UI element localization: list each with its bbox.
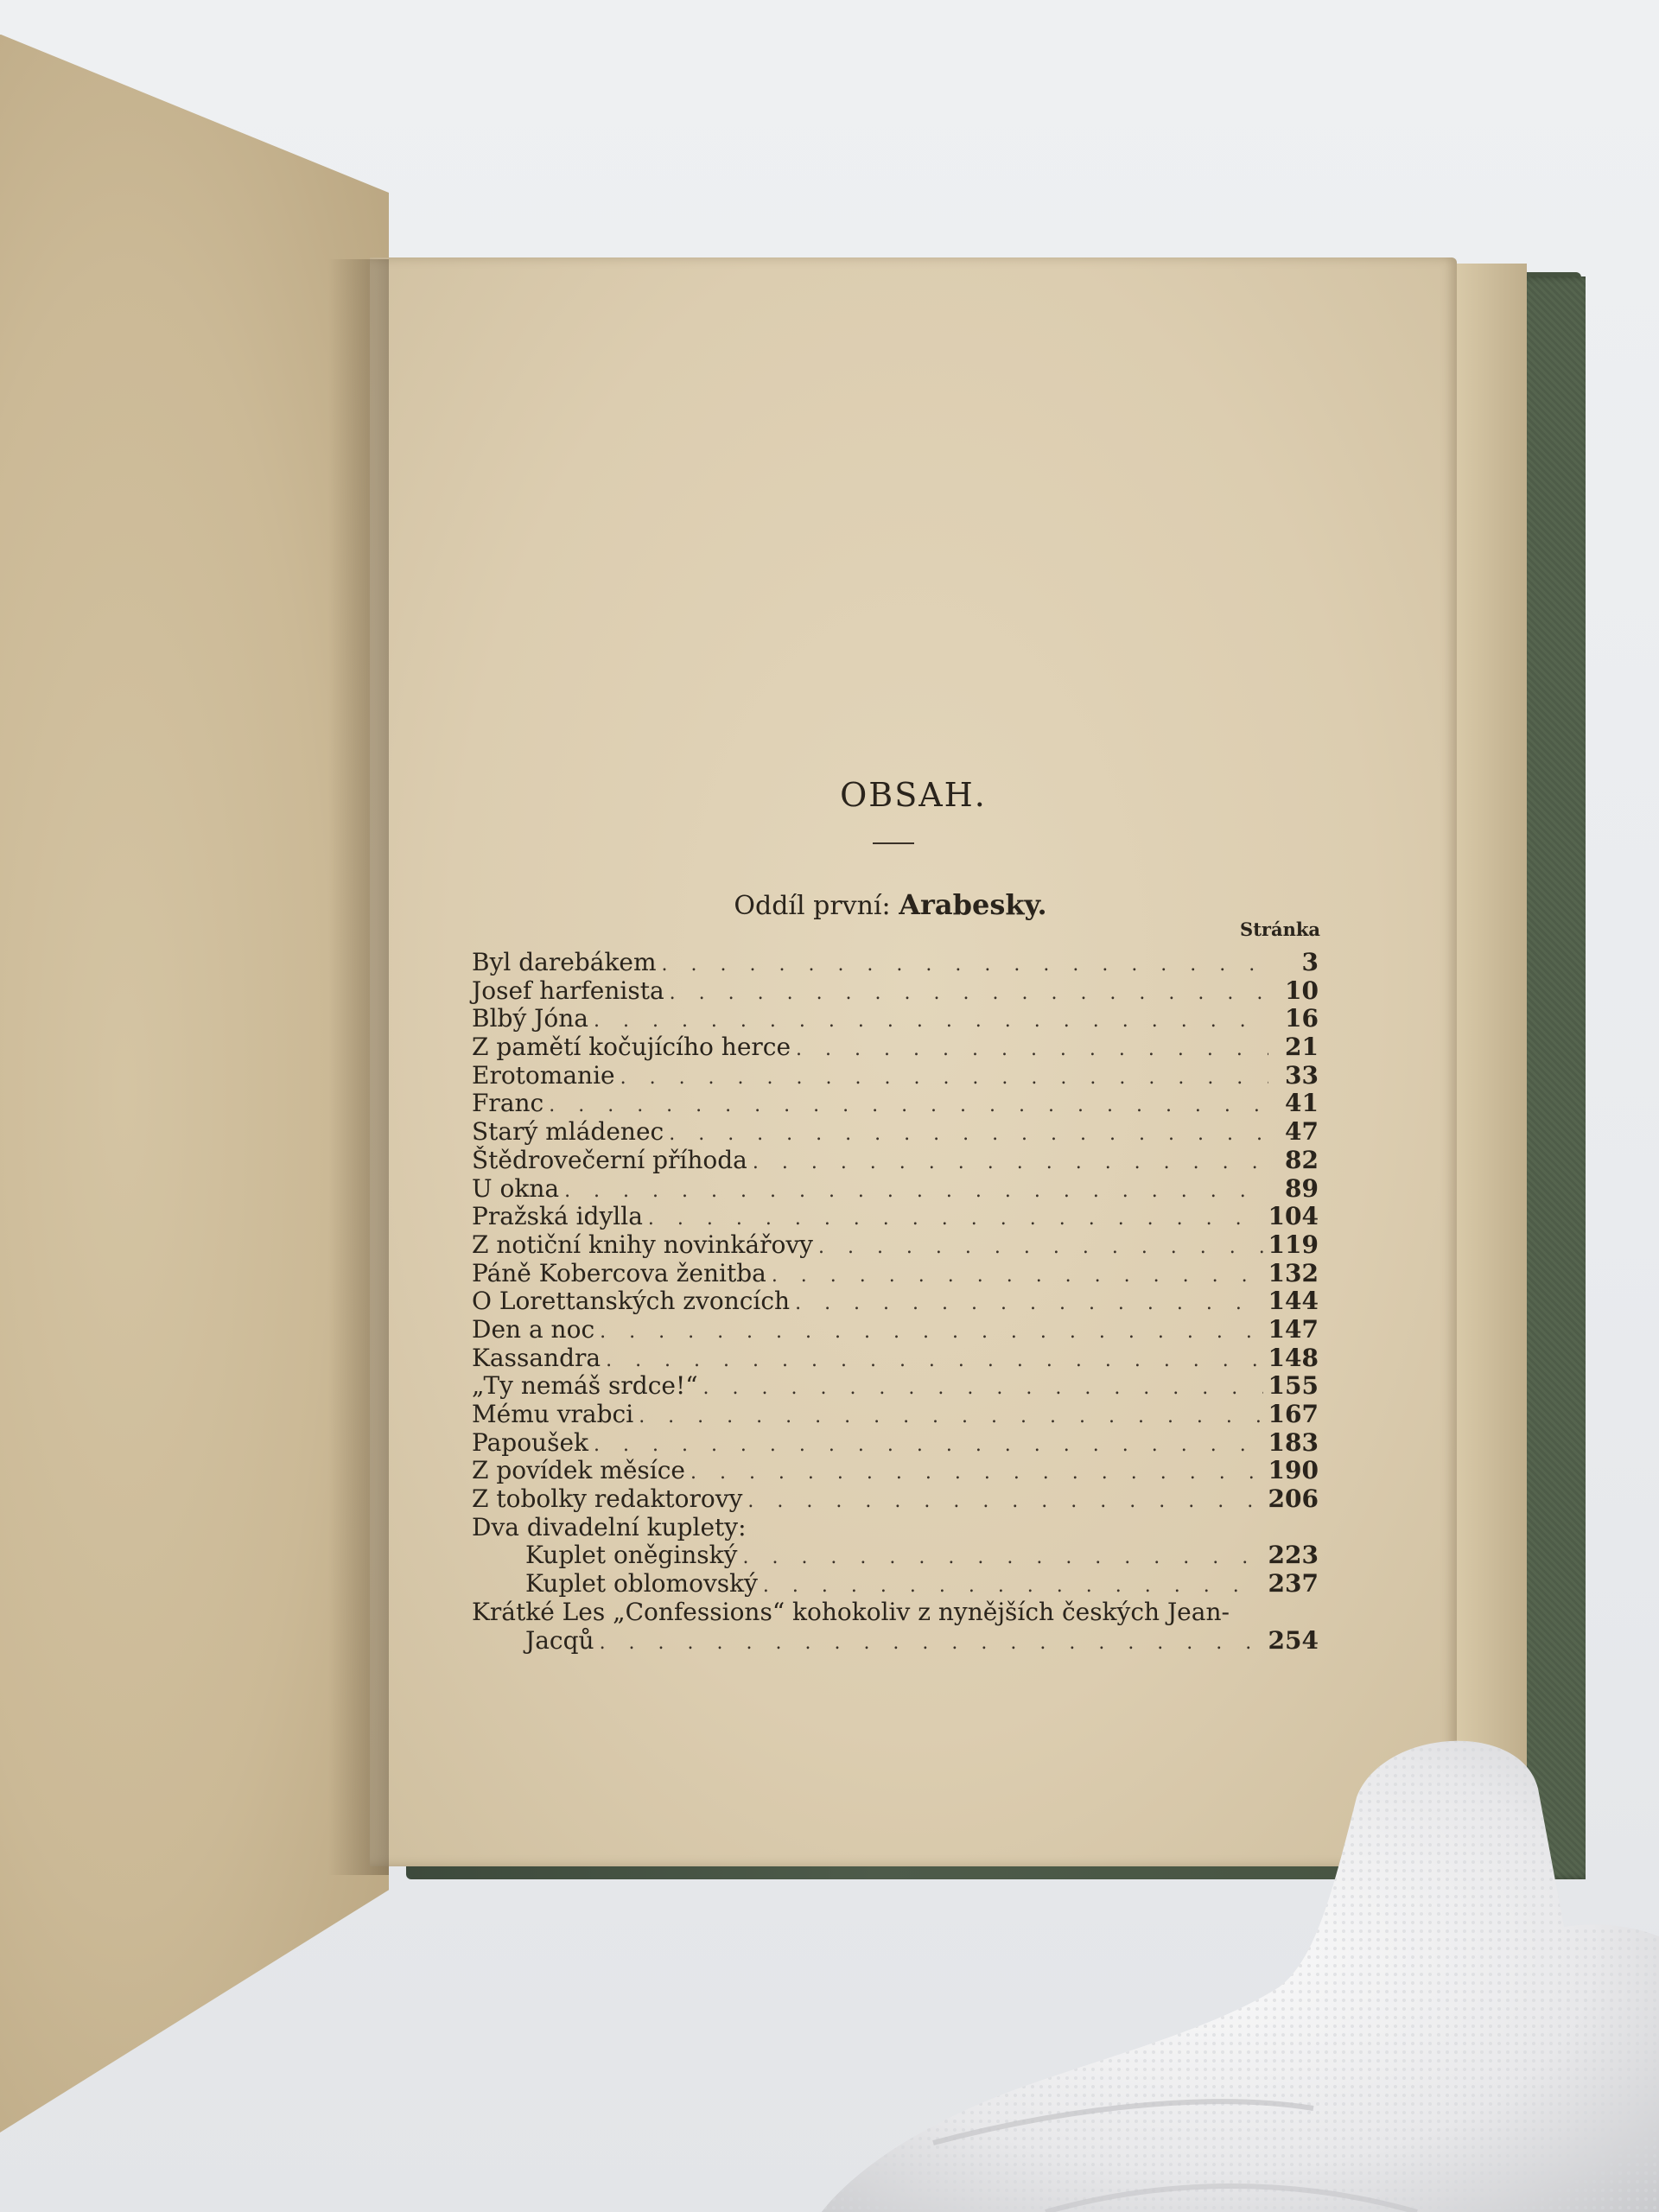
toc-leader-dots	[606, 1347, 1262, 1376]
toc-leader-dots	[703, 1375, 1263, 1403]
toc-entry-page: 155	[1268, 1371, 1319, 1401]
toc-entry-page: 190	[1268, 1456, 1319, 1485]
toc-entry	[472, 1372, 1319, 1401]
toc-entry-title: Z tobolky redaktorovy	[472, 1484, 743, 1514]
toc-entry	[472, 1118, 1319, 1147]
toc-leader-dots	[662, 951, 1268, 980]
toc-leader-dots	[600, 1319, 1262, 1347]
table-of-contents	[472, 949, 1319, 1655]
toc-leader-dots	[690, 1459, 1263, 1488]
toc-leader-dots	[564, 1178, 1268, 1206]
gutter-shadow	[328, 259, 389, 1875]
toc-entry	[472, 1627, 1319, 1656]
toc-entry	[472, 1316, 1319, 1344]
toc-entry-title: Kuplet oněginský	[525, 1541, 738, 1570]
toc-entry-title: Josef harfenista	[472, 976, 664, 1005]
toc-entry-page: 82	[1285, 1145, 1319, 1174]
toc-entry-title: Pražská idylla	[472, 1202, 643, 1231]
toc-entry-page: 167	[1268, 1400, 1319, 1428]
toc-leader-dots	[753, 1149, 1268, 1178]
toc-entry	[472, 1175, 1319, 1204]
toc-entry	[472, 977, 1319, 1006]
section-heading	[370, 888, 1411, 921]
toc-entry	[472, 1033, 1319, 1062]
toc-entry-page: 89	[1285, 1173, 1319, 1203]
toc-entry-page: 104	[1268, 1202, 1319, 1231]
toc-entry-page: 132	[1268, 1258, 1319, 1287]
toc-leader-dots	[747, 1488, 1262, 1516]
toc-entry-page: 206	[1268, 1484, 1319, 1514]
toc-entry-title: Franc	[472, 1089, 544, 1118]
toc-entry-page: 33	[1285, 1060, 1319, 1090]
page-column-label: Stránka	[1240, 918, 1320, 940]
toc-leader-dots	[639, 1403, 1262, 1432]
toc-leader-dots	[763, 1573, 1263, 1601]
toc-entry-title: Z povídek měsíce	[472, 1456, 685, 1485]
toc-entry	[472, 1344, 1319, 1373]
toc-leader-dots	[670, 980, 1268, 1008]
toc-entry-title: Štědrovečerní příhoda	[472, 1145, 747, 1174]
toc-entry-title: Jacqů	[525, 1625, 594, 1655]
toc-entry-title: Z pamětí kočujícího herce	[472, 1033, 791, 1062]
toc-entry	[472, 1005, 1319, 1033]
toc-entry	[472, 1260, 1319, 1288]
toc-entry-page: 147	[1268, 1314, 1319, 1344]
toc-leader-dots	[742, 1544, 1262, 1573]
toc-entry-page: 148	[1268, 1343, 1319, 1372]
toc-entry-title: Krátké Les „Confessions“ kohokoliv z nynějších českých Jean-	[472, 1597, 1230, 1626]
toc-entry	[472, 949, 1319, 977]
toc-entry	[472, 1457, 1319, 1485]
toc-leader-dots	[795, 1290, 1262, 1319]
toc-entry-page: 254	[1268, 1625, 1319, 1655]
toc-entry-title: Kuplet oblomovský	[525, 1569, 758, 1599]
toc-entry	[472, 1231, 1319, 1260]
toc-leader-dots	[648, 1205, 1263, 1234]
toc-leader-dots	[796, 1036, 1268, 1065]
section-name: Arabesky.	[899, 888, 1047, 921]
toc-entry	[472, 1090, 1319, 1118]
toc-entry	[472, 1147, 1319, 1175]
toc-leader-dots	[772, 1262, 1263, 1291]
toc-entry-page: 183	[1268, 1427, 1319, 1457]
toc-entry-page: 223	[1268, 1541, 1319, 1570]
toc-entry-title: Blbý Jóna	[472, 1004, 588, 1033]
toc-entry-title: Z notiční knihy novinkářovy	[472, 1230, 813, 1259]
toc-leader-dots	[669, 1121, 1268, 1149]
toc-entry-title: Mému vrabci	[472, 1400, 634, 1428]
toc-entry	[472, 1599, 1319, 1627]
toc-entry	[472, 1429, 1319, 1458]
toc-entry	[472, 1203, 1319, 1231]
toc-leader-dots	[600, 1630, 1263, 1658]
toc-entry-page: 21	[1285, 1033, 1319, 1062]
toc-entry-title: Starý mládenec	[472, 1117, 664, 1147]
toc-entry	[472, 1541, 1319, 1570]
toc-entry-page: 47	[1285, 1117, 1319, 1147]
toc-leader-dots	[594, 1432, 1263, 1460]
white-glove-icon	[760, 1728, 1659, 2212]
toc-entry-title: Den a noc	[472, 1314, 595, 1344]
toc-entry	[472, 1570, 1319, 1599]
toc-entry-page: 41	[1285, 1089, 1319, 1118]
toc-leader-dots	[818, 1234, 1263, 1262]
toc-entry-title: O Lorettanských zvoncích	[472, 1287, 791, 1316]
toc-entry-page: 16	[1285, 1004, 1319, 1033]
toc-entry	[472, 1514, 1319, 1542]
toc-entry-page: 144	[1268, 1287, 1319, 1316]
toc-entry	[472, 1287, 1319, 1316]
toc-entry	[472, 1485, 1319, 1514]
title-divider	[873, 842, 914, 844]
toc-entry-title: Byl darebákem	[472, 948, 657, 976]
toc-entry	[472, 1062, 1319, 1090]
toc-entry-title: Papoušek	[472, 1427, 588, 1457]
toc-entry-page: 237	[1268, 1569, 1319, 1599]
toc-entry-page: 3	[1301, 948, 1319, 976]
toc-leader-dots	[620, 1065, 1268, 1093]
toc-entry-title: Kassandra	[472, 1343, 601, 1372]
page-title: OBSAH.	[840, 776, 987, 814]
toc-entry-title: Erotomanie	[472, 1060, 615, 1090]
toc-entry-page: 119	[1268, 1230, 1319, 1259]
toc-entry-page: 10	[1285, 976, 1319, 1005]
toc-entry-title: Dva divadelní kuplety:	[472, 1512, 747, 1541]
toc-entry	[472, 1401, 1319, 1429]
toc-entry-title: U okna	[472, 1173, 560, 1203]
section-label: Oddíl první:	[734, 891, 891, 921]
toc-entry-title: „Ty nemáš srdce!“	[472, 1371, 698, 1401]
toc-entry-title: Páně Kobercova ženitba	[472, 1258, 766, 1287]
